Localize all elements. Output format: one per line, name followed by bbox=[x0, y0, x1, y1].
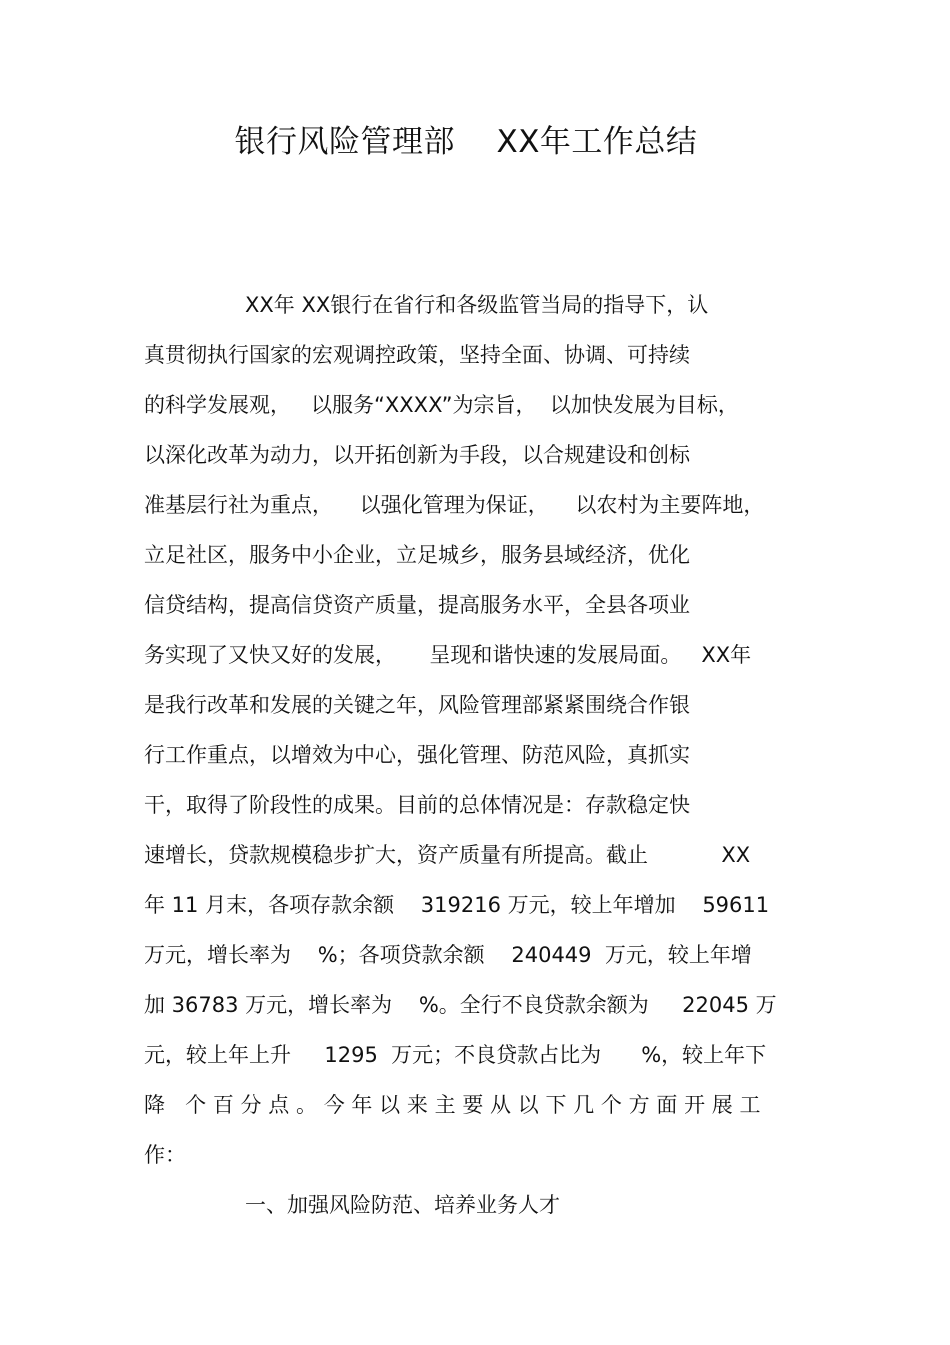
paragraph-line: 行工作重点，以增效为中心，强化管理、防范风险，真抓实 bbox=[144, 743, 690, 767]
paragraph-line: 务实现了又快又好的发展， 呈现和谐快速的发展局面。 XX年 bbox=[144, 643, 752, 667]
paragraph-line: 信贷结构，提高信贷资产质量，提高服务水平，全县各项业 bbox=[144, 593, 690, 617]
paragraph-line: 以深化改革为动力，以开拓创新为手段，以合规建设和创标 bbox=[144, 443, 690, 467]
paragraph-line: 是我行改革和发展的关键之年，风险管理部紧紧围绕合作银 bbox=[144, 693, 690, 717]
paragraph-line: XX年 XX银行在省行和各级监管当局的指导下，认 bbox=[245, 293, 709, 317]
paragraph-line: 的科学发展观， 以服务“XXXX”为宗旨， 以加快发展为目标， bbox=[144, 393, 739, 417]
paragraph-line: 万元，增长率为 %；各项贷款余额 240449 万元，较上年增 bbox=[144, 943, 752, 967]
paragraph-line: 真贯彻执行国家的宏观调控政策，坚持全面、协调、可持续 bbox=[144, 343, 690, 367]
paragraph-line: 降 个百分点。今年以来主要从以下几个方面开展工 bbox=[144, 1093, 768, 1117]
paragraph-line: 年 11 月末，各项存款余额 319216 万元，较上年增加 59611 bbox=[144, 893, 770, 917]
paragraph-line: 作： bbox=[144, 1143, 186, 1167]
paragraph-line: 元，较上年上升 1295 万元；不良贷款占比为 %，较上年下 bbox=[144, 1043, 767, 1067]
paragraph-line: 加 36783 万元，增长率为 %。全行不良贷款余额为 22045 万 bbox=[144, 993, 777, 1017]
paragraph-line: 准基层行社为重点， 以强化管理为保证， 以农村为主要阵地， bbox=[144, 493, 765, 517]
paragraph-line: 立足社区，服务中小企业，立足城乡，服务县域经济，优化 bbox=[144, 543, 690, 567]
body-paragraph bbox=[144, 280, 824, 1180]
section-heading: 一、加强风险防范、培养业务人才 bbox=[245, 1193, 560, 1217]
paragraph-line: 干，取得了阶段性的成果。目前的总体情况是：存款稳定快 bbox=[144, 793, 690, 817]
paragraph-line: 速增长，贷款规模稳步扩大，资产质量有所提高。截止 XX bbox=[144, 843, 751, 867]
document-title: 银行风险管理部 XX年工作总结 bbox=[234, 124, 698, 160]
